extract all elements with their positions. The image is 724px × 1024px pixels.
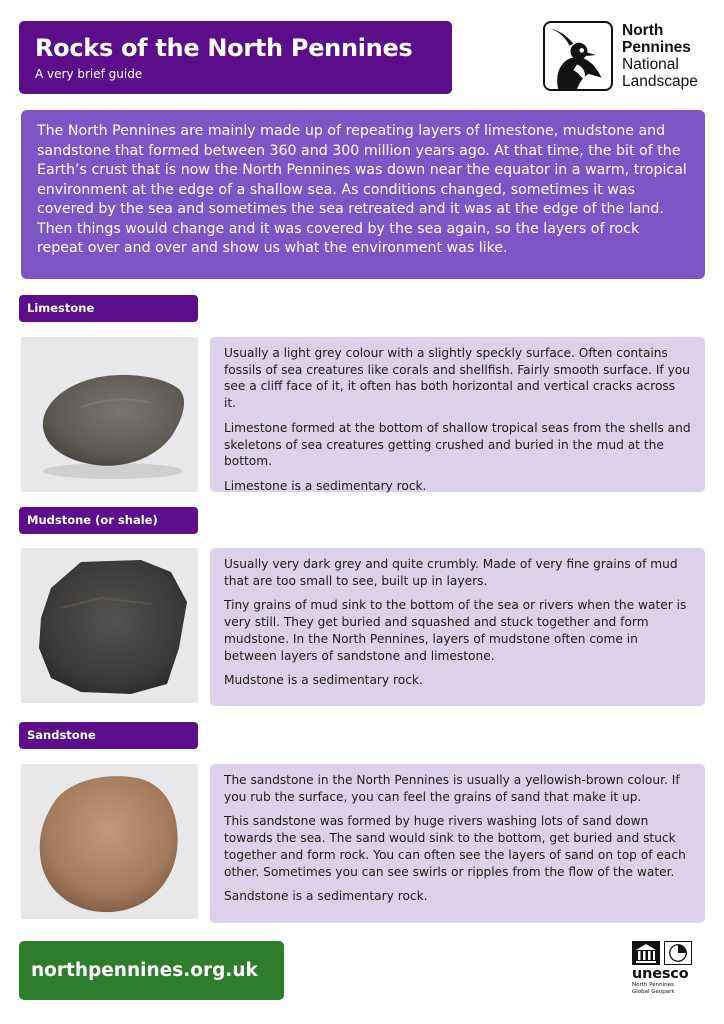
logo-line-3: National (622, 56, 679, 73)
mudstone-para-1: Usually very dark grey and quite crumbly. Made of very fine grains of mud that are too small to see, built up in layers. (224, 557, 678, 588)
page-subtitle: A very brief guide (35, 67, 143, 81)
mudstone-description (210, 548, 705, 706)
sandstone-para-2: This sandstone was formed by huge rivers washing lots of sand down towards the sea. The sand would sink to the bottom, get buried and stuck together and form rock. You can often see the layers of sand on top of each other. Sometimes you can see swirls or ripples from the flow of the water. (224, 814, 686, 879)
geopark-globe-icon (664, 941, 692, 965)
limestone-para-1: Usually a light grey colour with a slightly speckly surface. Often contains fossils of sea creatures like corals and shellfish. Fairly smooth surface. If you see a cliff face of it, it often has both horizontal and vertical cracks across it. (224, 346, 690, 411)
title-banner (19, 21, 452, 94)
sandstone-para-3: Sandstone is a sedimentary rock. (224, 889, 428, 904)
limestone-description (210, 337, 705, 492)
sandstone-description (210, 764, 705, 923)
page-title: Rocks of the North Pennines (35, 34, 413, 62)
logo-wordmark (622, 22, 698, 90)
sandstone-photo (21, 764, 198, 919)
section-label-limestone: Limestone (19, 295, 198, 322)
logo-line-4: Landscape (622, 73, 698, 90)
intro-panel (21, 110, 705, 279)
website-link[interactable]: northpennines.org.uk (19, 941, 284, 1000)
sandstone-para-1: The sandstone in the North Pennines is usually a yellowish-brown colour. If you rub the surface, you can feel the grains of sand that make it up. (224, 773, 680, 804)
mudstone-para-2: Tiny grains of mud sink to the bottom of the sea or rivers when the water is very still. They get buried and squashed and stuck together and form mudstone. In the North Pennines, layers of mudstone often come in between layers of sandstone and limestone. (224, 598, 687, 663)
north-pennines-logo (543, 21, 713, 93)
logo-line-1: North (622, 22, 664, 39)
lapwing-bird-icon (543, 21, 613, 91)
intro-text: The North Pennines are mainly made up of repeating layers of limestone, mudstone and sandstone that formed between 360 and 300 million years ago. At that time, the bit of the Earth’s crust that is now the North Pennines was down near the equator in a warm, tropical environment at the edge of a shallow sea. As conditions changed, sometimes it was covered by the sea and sometimes the sea retreated and it was at the edge of the land. Then things would change and it was covered by the sea again, so the layers of rock repeat over and over and show us what the environment was like. (37, 123, 687, 256)
limestone-para-2: Limestone formed at the bottom of shallow tropical seas from the shells and skeletons of sea creatures getting crushed and buried in the mud at the bottom. (224, 420, 691, 469)
unesco-temple-icon (632, 941, 660, 965)
geopark-name-line-1: North Pennines (632, 982, 674, 988)
mudstone-photo (21, 548, 198, 703)
unesco-logo (632, 941, 707, 1003)
mudstone-para-3: Mudstone is a sedimentary rock. (224, 673, 423, 688)
section-label-mudstone: Mudstone (or shale) (19, 507, 198, 534)
unesco-wordmark: unesco (632, 966, 689, 982)
limestone-para-3: Limestone is a sedimentary rock. (224, 478, 427, 493)
geopark-name-line-2: Global Geopark (632, 988, 675, 995)
limestone-photo (21, 337, 198, 492)
logo-line-2: Pennines (622, 39, 691, 56)
section-label-sandstone: Sandstone (19, 722, 198, 749)
